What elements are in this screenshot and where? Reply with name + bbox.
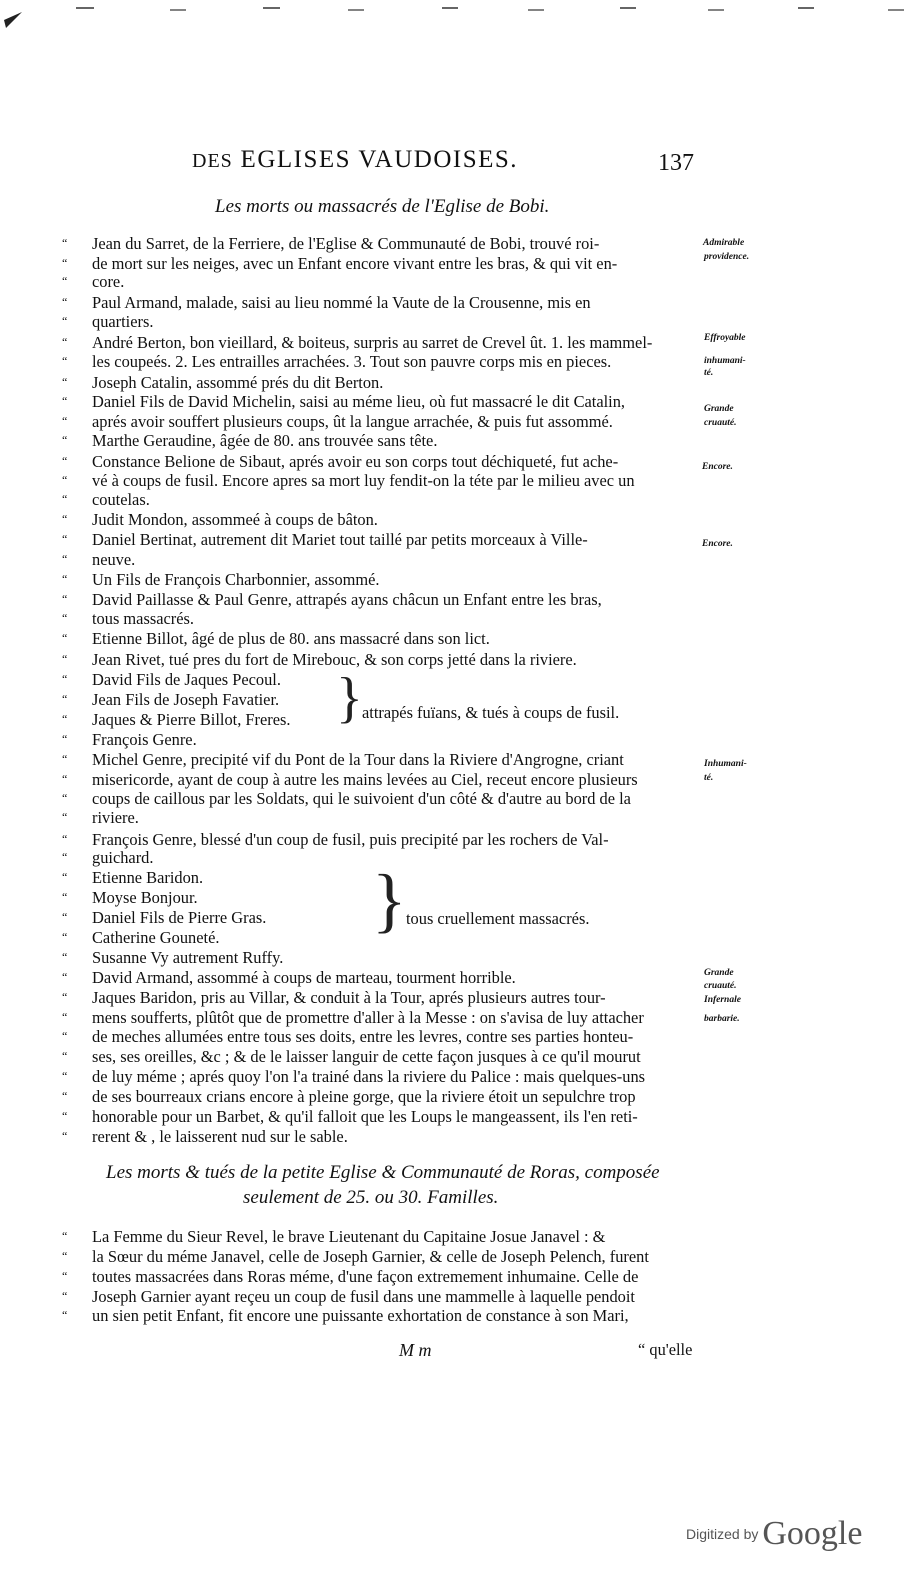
quote-mark: “ (62, 256, 68, 270)
text-line (62, 412, 613, 431)
quote-mark: “ (62, 611, 68, 625)
line-text: ses, ses oreilles, &c ; & de le laisser languir de cette façon jusques à ce qu'il mourut (92, 1047, 641, 1066)
text-line (62, 848, 153, 867)
text-line (62, 431, 437, 450)
text-line (62, 312, 153, 331)
line-text: coutelas. (92, 490, 150, 509)
quote-mark: “ (62, 394, 68, 408)
catchword: “ qu'elle (638, 1340, 693, 1359)
text-line (62, 908, 266, 927)
quote-mark: “ (62, 672, 68, 686)
margin-note: inhumani- (704, 356, 746, 366)
line-text: Daniel Bertinat, autrement dit Mariet tout taillé par petits morceaux à Ville- (92, 530, 588, 549)
line-text: la Sœur du méme Janavel, celle de Joseph Garnier, & celle de Joseph Pelench, furent (92, 1247, 649, 1266)
text-line (62, 948, 283, 967)
quote-mark: “ (62, 236, 68, 250)
quote-mark: “ (62, 354, 68, 368)
text-line (62, 234, 599, 253)
text-line (62, 590, 602, 609)
text-line (62, 1227, 605, 1246)
line-text: Etienne Billot, âgé de plus de 80. ans massacré dans son lict. (92, 629, 490, 648)
margin-note: cruauté. (704, 981, 737, 991)
quote-mark: “ (62, 572, 68, 586)
text-line (62, 490, 150, 509)
quote-mark: “ (62, 335, 68, 349)
section-title-roras-1: Les morts & tués de la petite Eglise & Communauté de Roras, composée (106, 1162, 660, 1183)
quote-mark: “ (62, 692, 68, 706)
quote-mark: “ (62, 850, 68, 864)
quote-mark: “ (62, 1129, 68, 1143)
line-text: neuve. (92, 550, 136, 569)
line-text: Judit Mondon, assommeé à coups de bâton. (92, 510, 378, 529)
quote-mark: “ (62, 1269, 68, 1283)
text-line (62, 1047, 641, 1066)
line-text: quartiers. (92, 312, 154, 331)
quote-mark: “ (62, 592, 68, 606)
text-line (62, 968, 516, 987)
quote-mark: “ (62, 832, 68, 846)
text-line (62, 373, 383, 392)
quote-mark: “ (62, 910, 68, 924)
text-line (62, 770, 638, 789)
text-line (62, 928, 219, 947)
text-line (62, 730, 197, 749)
quote-mark: “ (62, 652, 68, 666)
text-line (62, 888, 198, 907)
line-text: tous massacrés. (92, 609, 194, 628)
margin-note: Encore. (702, 462, 733, 472)
quote-mark: “ (62, 631, 68, 645)
line-text: vé à coups de fusil. Encore apres sa mort luy fendit-on la téte par le milieu avec un (92, 471, 635, 490)
margin-note: Grande (704, 968, 734, 978)
margin-note: Inhumani- (704, 759, 747, 769)
page-number: 137 (658, 150, 694, 176)
quote-mark: “ (62, 870, 68, 884)
quote-mark: “ (62, 1049, 68, 1063)
quote-mark: “ (62, 552, 68, 566)
quote-mark: “ (62, 791, 68, 805)
text-line (62, 1067, 645, 1086)
line-text: les coupeés. 2. Les entrailles arrachées. 3. Tout son pauvre corps mis en pieces. (92, 352, 612, 371)
quote-mark: “ (62, 890, 68, 904)
text-line (62, 352, 611, 371)
quote-mark: “ (62, 492, 68, 506)
margin-note: Infernale (704, 995, 741, 1005)
quote-mark: “ (62, 970, 68, 984)
quote-mark: “ (62, 1109, 68, 1123)
brace-group-2: } (372, 860, 407, 940)
line-text: Joseph Garnier ayant reçeu un coup de fusil dans une mammelle à laquelle pendoit (92, 1287, 635, 1306)
quote-mark: “ (62, 772, 68, 786)
text-line (62, 510, 378, 529)
line-text: rerent & , le laisserent nud sur le sable. (92, 1127, 348, 1146)
text-line (62, 293, 591, 312)
margin-note: té. (704, 773, 714, 783)
line-text: Etienne Baridon. (92, 868, 204, 887)
line-text: André Berton, bon vieillard, & boiteus, surpris au sarret de Crevel ût. 1. les mammel- (92, 333, 653, 352)
quote-mark: “ (62, 752, 68, 766)
quote-mark: “ (62, 1029, 68, 1043)
section-title-roras-2: seulement de 25. ou 30. Familles. (243, 1187, 499, 1208)
line-text: de luy méme ; aprés quoy l'on l'a trainé dans la riviere du Palice : mais quelques-uns (92, 1067, 646, 1086)
text-line (62, 333, 652, 352)
line-text: Jean Fils de Joseph Favatier. (92, 690, 280, 709)
text-line (62, 868, 203, 887)
text-line (62, 570, 380, 589)
margin-note: providence. (704, 252, 750, 262)
line-text: David Armand, assommé à coups de marteau, tourment horrible. (92, 968, 516, 987)
text-line (62, 609, 194, 628)
line-text: Daniel Fils de David Michelin, saisi au méme lieu, où fut massacré le dit Catalin, (92, 392, 626, 411)
line-text: David Paillasse & Paul Genre, attrapés ayans châcun un Enfant entre les bras, (92, 590, 602, 609)
line-text: Marthe Geraudine, âgée de 80. ans trouvée sans tête. (92, 431, 438, 450)
line-text: Paul Armand, malade, saisi au lieu nommé la Vaute de la Crousenne, mis en (92, 293, 591, 312)
quote-mark: “ (62, 930, 68, 944)
line-text: un sien petit Enfant, fit encore une puissante exhortation de constance à son Mari, (92, 1306, 629, 1325)
margin-note: Grande (704, 404, 734, 414)
text-line (62, 272, 124, 291)
quote-mark: “ (62, 1308, 68, 1322)
line-text: core. (92, 272, 125, 291)
quote-mark: “ (62, 375, 68, 389)
line-text: Susanne Vy autrement Ruffy. (92, 948, 284, 967)
line-text: de mort sur les neiges, avec un Enfant encore vivant entre les bras, & qui vit en- (92, 254, 618, 273)
line-text: toutes massacrées dans Roras méme, d'une façon extremement inhumaine. Celle de (92, 1267, 639, 1286)
line-text: François Genre. (92, 730, 197, 749)
quote-mark: “ (62, 1010, 68, 1024)
text-line (62, 789, 631, 808)
quote-mark: “ (62, 1289, 68, 1303)
quote-mark: “ (62, 990, 68, 1004)
text-line (62, 452, 618, 471)
digitized-by-label: Digitized by (686, 1526, 759, 1542)
quote-mark: “ (62, 414, 68, 428)
line-text: Jean du Sarret, de la Ferriere, de l'Eglise & Communauté de Bobi, trouvé roi- (92, 234, 600, 253)
text-line (62, 710, 290, 729)
quote-mark: “ (62, 512, 68, 526)
digitized-by-google (686, 1515, 862, 1553)
line-text: riviere. (92, 808, 139, 827)
margin-note: barbarie. (704, 1014, 740, 1024)
margin-note: té. (704, 368, 714, 378)
line-text: Catherine Gouneté. (92, 928, 220, 947)
line-text: misericorde, ayant de coup à autre les mains levées au Ciel, receut encore plusieurs (92, 770, 638, 789)
line-text: Daniel Fils de Pierre Gras. (92, 908, 267, 927)
line-text: Constance Belione de Sibaut, aprés avoir eu son corps tout déchiqueté, fut ache- (92, 452, 619, 471)
running-head-title: EGLISES VAUDOISES. (240, 146, 519, 173)
line-text: coups de caillous par les Soldats, qui le suivoient d'un côté & d'autre au bord de la (92, 789, 631, 808)
text-line (62, 254, 617, 273)
text-line (62, 392, 625, 411)
quote-mark: “ (62, 473, 68, 487)
scan-edge-marks (0, 0, 923, 40)
line-text: Joseph Catalin, assommé prés du dit Berton. (92, 373, 384, 392)
quote-mark: “ (62, 295, 68, 309)
text-line (62, 1027, 633, 1046)
text-line (62, 1247, 649, 1266)
quote-mark: “ (62, 454, 68, 468)
line-text: Michel Genre, precipité vif du Pont de la Tour dans la Riviere d'Angrogne, criant (92, 750, 624, 769)
line-text: aprés avoir souffert plusieurs coups, ût la langue arrachée, & puis fut assommé. (92, 412, 613, 431)
line-text: Moyse Bonjour. (92, 888, 198, 907)
running-head-prefix: DES (192, 150, 233, 172)
line-text: de ses bourreaux crians encore à pleine gorge, que la riviere étoit un sepulchre trop (92, 1087, 636, 1106)
quote-mark: “ (62, 1089, 68, 1103)
margin-note: cruauté. (704, 418, 737, 428)
text-line (62, 530, 588, 549)
line-text: de meches allumées entre tous ses doits, entre les levres, contre ses parties honteu- (92, 1027, 634, 1046)
quote-mark: “ (62, 532, 68, 546)
running-head (192, 146, 518, 174)
group-2-note: tous cruellement massacrés. (406, 909, 590, 928)
line-text: honorable pour un Barbet, & qu'il falloit que les Loups le mangeassent, ils l'en reti- (92, 1107, 638, 1126)
text-line (62, 1267, 638, 1286)
text-line (62, 1107, 638, 1126)
quote-mark: “ (62, 274, 68, 288)
quote-mark: “ (62, 732, 68, 746)
line-text: La Femme du Sieur Revel, le brave Lieutenant du Capitaine Josue Janavel : & (92, 1227, 606, 1246)
line-text: Jaques Baridon, pris au Villar, & conduit à la Tour, aprés plusieurs autres tour- (92, 988, 606, 1007)
quote-mark: “ (62, 1229, 68, 1243)
google-logo: Google (762, 1515, 863, 1552)
quote-mark: “ (62, 712, 68, 726)
quote-mark: “ (62, 950, 68, 964)
text-line (62, 830, 609, 849)
margin-note: Effroyable (704, 333, 746, 343)
text-line (62, 988, 606, 1007)
line-text: mens soufferts, plûtôt que de promettre d'aller à la Messe : on s'avisa de luy attacher (92, 1008, 644, 1027)
text-line (62, 808, 139, 827)
quote-mark: “ (62, 1069, 68, 1083)
text-line (62, 629, 490, 648)
line-text: David Fils de Jaques Pecoul. (92, 670, 281, 689)
line-text: guichard. (92, 848, 154, 867)
line-text: François Genre, blessé d'un coup de fusil, puis precipité par les rochers de Val- (92, 830, 609, 849)
margin-note: Admirable (703, 238, 745, 248)
margin-note: Encore. (702, 539, 733, 549)
quote-mark: “ (62, 314, 68, 328)
text-line (62, 1127, 348, 1146)
line-text: Un Fils de François Charbonnier, assommé. (92, 570, 380, 589)
text-line (62, 1008, 644, 1027)
text-line (62, 1087, 636, 1106)
line-text: Jean Rivet, tué pres du fort de Mirebouc, & son corps jetté dans la riviere. (92, 650, 577, 669)
text-line (62, 750, 624, 769)
section-title-bobi: Les morts ou massacrés de l'Eglise de Bobi. (215, 196, 550, 217)
brace-group-1: } (336, 667, 363, 729)
text-line (62, 550, 135, 569)
quote-mark: “ (62, 433, 68, 447)
text-line (62, 670, 281, 689)
text-line (62, 690, 279, 709)
quote-mark: “ (62, 810, 68, 824)
quote-mark: “ (62, 1249, 68, 1263)
signature-mark: M m (399, 1340, 432, 1360)
group-1-note: attrapés fuïans, & tués à coups de fusil. (362, 703, 620, 722)
line-text: Jaques & Pierre Billot, Freres. (92, 710, 291, 729)
text-line (62, 1306, 629, 1325)
text-line (62, 650, 577, 669)
text-line (62, 471, 635, 490)
text-line (62, 1287, 635, 1306)
